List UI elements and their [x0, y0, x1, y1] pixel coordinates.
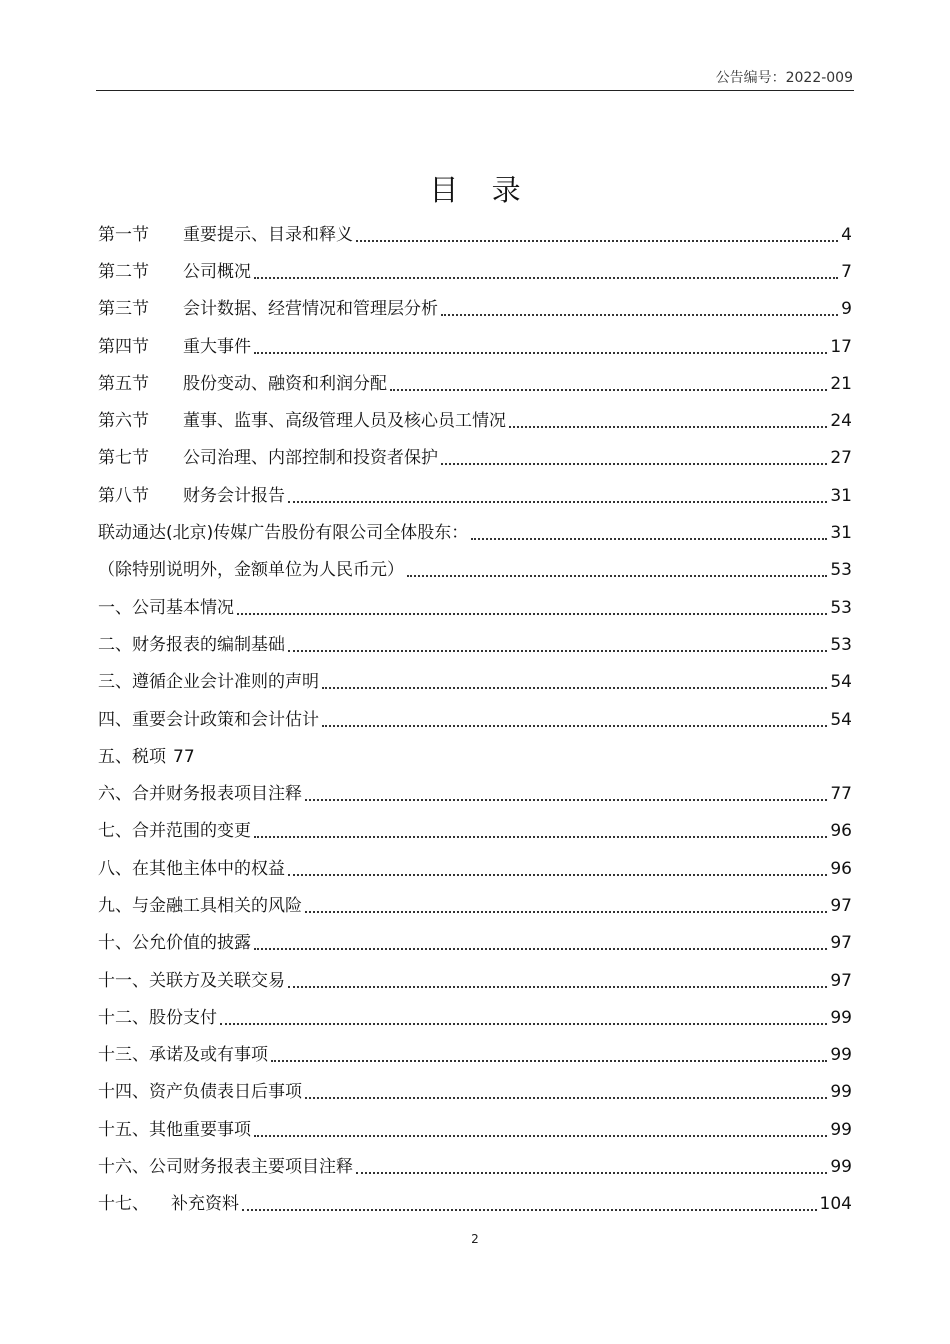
toc-entry-title: 十五、其他重要事项 — [98, 1119, 251, 1140]
dot-leader — [254, 277, 838, 279]
dot-leader — [288, 986, 827, 988]
toc-entry-title: 三、遵循企业会计准则的声明 — [98, 672, 319, 693]
toc-entry-title: 五、税项 — [98, 746, 166, 767]
toc-entry-note-3[interactable] — [98, 664, 852, 701]
toc-entry-page: 9 — [841, 299, 852, 320]
toc-entry-note-9[interactable] — [98, 887, 852, 924]
dot-leader — [441, 314, 838, 316]
toc-entry-section-2[interactable] — [98, 253, 852, 290]
toc-entry-title: 十三、承诺及或有事项 — [98, 1045, 268, 1066]
toc-entry-page: 53 — [830, 597, 852, 618]
toc-entry-title: 十、公允价值的披露 — [98, 933, 251, 954]
toc-entry-title: 九、与金融工具相关的风险 — [98, 895, 302, 916]
toc-entry-title: 十二、股份支付 — [98, 1007, 217, 1028]
toc-entry-section-6[interactable] — [98, 402, 852, 439]
toc-entry-page: 31 — [830, 523, 852, 544]
toc-entry-page: 31 — [830, 485, 852, 506]
toc-entry-page: 99 — [830, 1157, 852, 1178]
toc-entry-note-5[interactable] — [98, 738, 852, 775]
dot-leader — [254, 948, 827, 950]
toc-entry-number: 第四节 — [98, 336, 149, 357]
toc-entry-title: 十四、资产负债表日后事项 — [98, 1082, 302, 1103]
toc-entry-title: 财务会计报告 — [183, 485, 285, 506]
toc-entry-title: 公司概况 — [183, 261, 251, 282]
toc-entry-page: 97 — [830, 933, 852, 954]
toc-entry-title: 重大事件 — [183, 336, 251, 357]
dot-leader — [356, 240, 838, 242]
toc-entry-page: 77 — [830, 784, 852, 805]
toc-entry-page: 104 — [819, 1194, 852, 1215]
toc-entry-title: 四、重要会计政策和会计估计 — [98, 709, 319, 730]
toc-entry-note-1[interactable] — [98, 589, 852, 626]
dot-leader — [271, 1060, 827, 1062]
toc-entry-number: 第三节 — [98, 299, 149, 320]
toc-entry-currency-note[interactable] — [98, 552, 852, 589]
toc-entry-page: 54 — [830, 709, 852, 730]
toc-entry-title: （除特别说明外，金额单位为人民币元） — [98, 560, 404, 581]
page-number: 2 — [471, 1232, 479, 1246]
toc-entry-section-5[interactable] — [98, 365, 852, 402]
toc-entry-title: 七、合并范围的变更 — [98, 821, 251, 842]
toc-entry-note-11[interactable] — [98, 962, 852, 999]
dot-leader — [322, 725, 827, 727]
toc-entry-number: 第七节 — [98, 448, 149, 469]
toc-entry-title: 股份变动、融资和利润分配 — [183, 373, 387, 394]
toc-entry-number: 第二节 — [98, 261, 149, 282]
toc-entry-section-7[interactable] — [98, 440, 852, 477]
toc-entry-page: 21 — [830, 373, 852, 394]
dot-leader — [254, 1135, 827, 1137]
dot-leader — [254, 352, 827, 354]
toc-entry-page: 53 — [830, 560, 852, 581]
toc-entry-section-4[interactable] — [98, 328, 852, 365]
toc-entry-title: 公司治理、内部控制和投资者保护 — [183, 448, 438, 469]
dot-leader — [441, 463, 827, 465]
toc-entry-page: 96 — [830, 858, 852, 879]
table-of-contents — [98, 216, 852, 1223]
toc-entry-number: 第八节 — [98, 485, 149, 506]
toc-entry-number: 第六节 — [98, 411, 149, 432]
toc-entry-page: 77 — [173, 746, 195, 767]
dot-leader — [220, 1023, 827, 1025]
header-divider — [96, 90, 854, 91]
toc-entry-note-17[interactable] — [98, 1186, 852, 1223]
toc-entry-title: 八、在其他主体中的权益 — [98, 858, 285, 879]
toc-entry-note-2[interactable] — [98, 626, 852, 663]
toc-entry-page: 54 — [830, 672, 852, 693]
dot-leader — [237, 613, 827, 615]
toc-entry-page: 27 — [830, 448, 852, 469]
announcement-number: 公告编号：2022-009 — [715, 70, 853, 86]
dot-leader — [254, 836, 827, 838]
toc-entry-page: 99 — [830, 1119, 852, 1140]
toc-entry-note-15[interactable] — [98, 1111, 852, 1148]
dot-leader — [242, 1209, 817, 1211]
toc-entry-title: 补充资料 — [171, 1194, 239, 1215]
toc-entry-page: 7 — [841, 261, 852, 282]
toc-entry-page: 97 — [830, 970, 852, 991]
toc-entry-note-6[interactable] — [98, 775, 852, 812]
toc-entry-page: 4 — [841, 224, 852, 245]
dot-leader — [509, 426, 827, 428]
dot-leader — [288, 650, 827, 652]
dot-leader — [305, 1097, 827, 1099]
dot-leader — [288, 501, 827, 503]
toc-entry-page: 24 — [830, 411, 852, 432]
toc-entry-page: 96 — [830, 821, 852, 842]
toc-entry-note-7[interactable] — [98, 813, 852, 850]
dot-leader — [471, 538, 827, 540]
toc-entry-page: 17 — [830, 336, 852, 357]
toc-entry-page: 99 — [830, 1082, 852, 1103]
toc-entry-section-1[interactable] — [98, 216, 852, 253]
toc-entry-note-8[interactable] — [98, 850, 852, 887]
toc-entry-number: 十七、 — [98, 1194, 149, 1215]
toc-entry-page: 53 — [830, 634, 852, 655]
toc-entry-title: 二、财务报表的编制基础 — [98, 634, 285, 655]
toc-entry-title: 董事、监事、高级管理人员及核心员工情况 — [183, 411, 506, 432]
toc-entry-note-16[interactable] — [98, 1148, 852, 1185]
toc-entry-section-8[interactable] — [98, 477, 852, 514]
toc-entry-note-13[interactable] — [98, 1037, 852, 1074]
toc-entry-page: 97 — [830, 895, 852, 916]
toc-entry-shareholders[interactable] — [98, 514, 852, 551]
dot-leader — [305, 799, 827, 801]
toc-entry-title: 十一、关联方及关联交易 — [98, 970, 285, 991]
dot-leader — [390, 389, 827, 391]
toc-entry-page: 99 — [830, 1007, 852, 1028]
dot-leader — [322, 687, 827, 689]
toc-entry-title: 一、公司基本情况 — [98, 597, 234, 618]
toc-entry-title: 会计数据、经营情况和管理层分析 — [183, 299, 438, 320]
dot-leader — [305, 911, 827, 913]
dot-leader — [407, 575, 827, 577]
dot-leader — [356, 1172, 827, 1174]
toc-entry-title: 重要提示、目录和释义 — [183, 224, 353, 245]
toc-title: 目 录 — [429, 173, 533, 207]
toc-entry-title: 六、合并财务报表项目注释 — [98, 784, 302, 805]
toc-entry-number: 第一节 — [98, 224, 149, 245]
toc-entry-number: 第五节 — [98, 373, 149, 394]
toc-entry-title: 十六、公司财务报表主要项目注释 — [98, 1157, 353, 1178]
toc-entry-page: 99 — [830, 1045, 852, 1066]
toc-entry-section-3[interactable] — [98, 291, 852, 328]
dot-leader — [288, 874, 827, 876]
toc-entry-title: 联动通达(北京)传媒广告股份有限公司全体股东： — [98, 523, 469, 544]
toc-entry-note-10[interactable] — [98, 925, 852, 962]
toc-entry-note-12[interactable] — [98, 999, 852, 1036]
toc-entry-note-14[interactable] — [98, 1074, 852, 1111]
toc-entry-note-4[interactable] — [98, 701, 852, 738]
